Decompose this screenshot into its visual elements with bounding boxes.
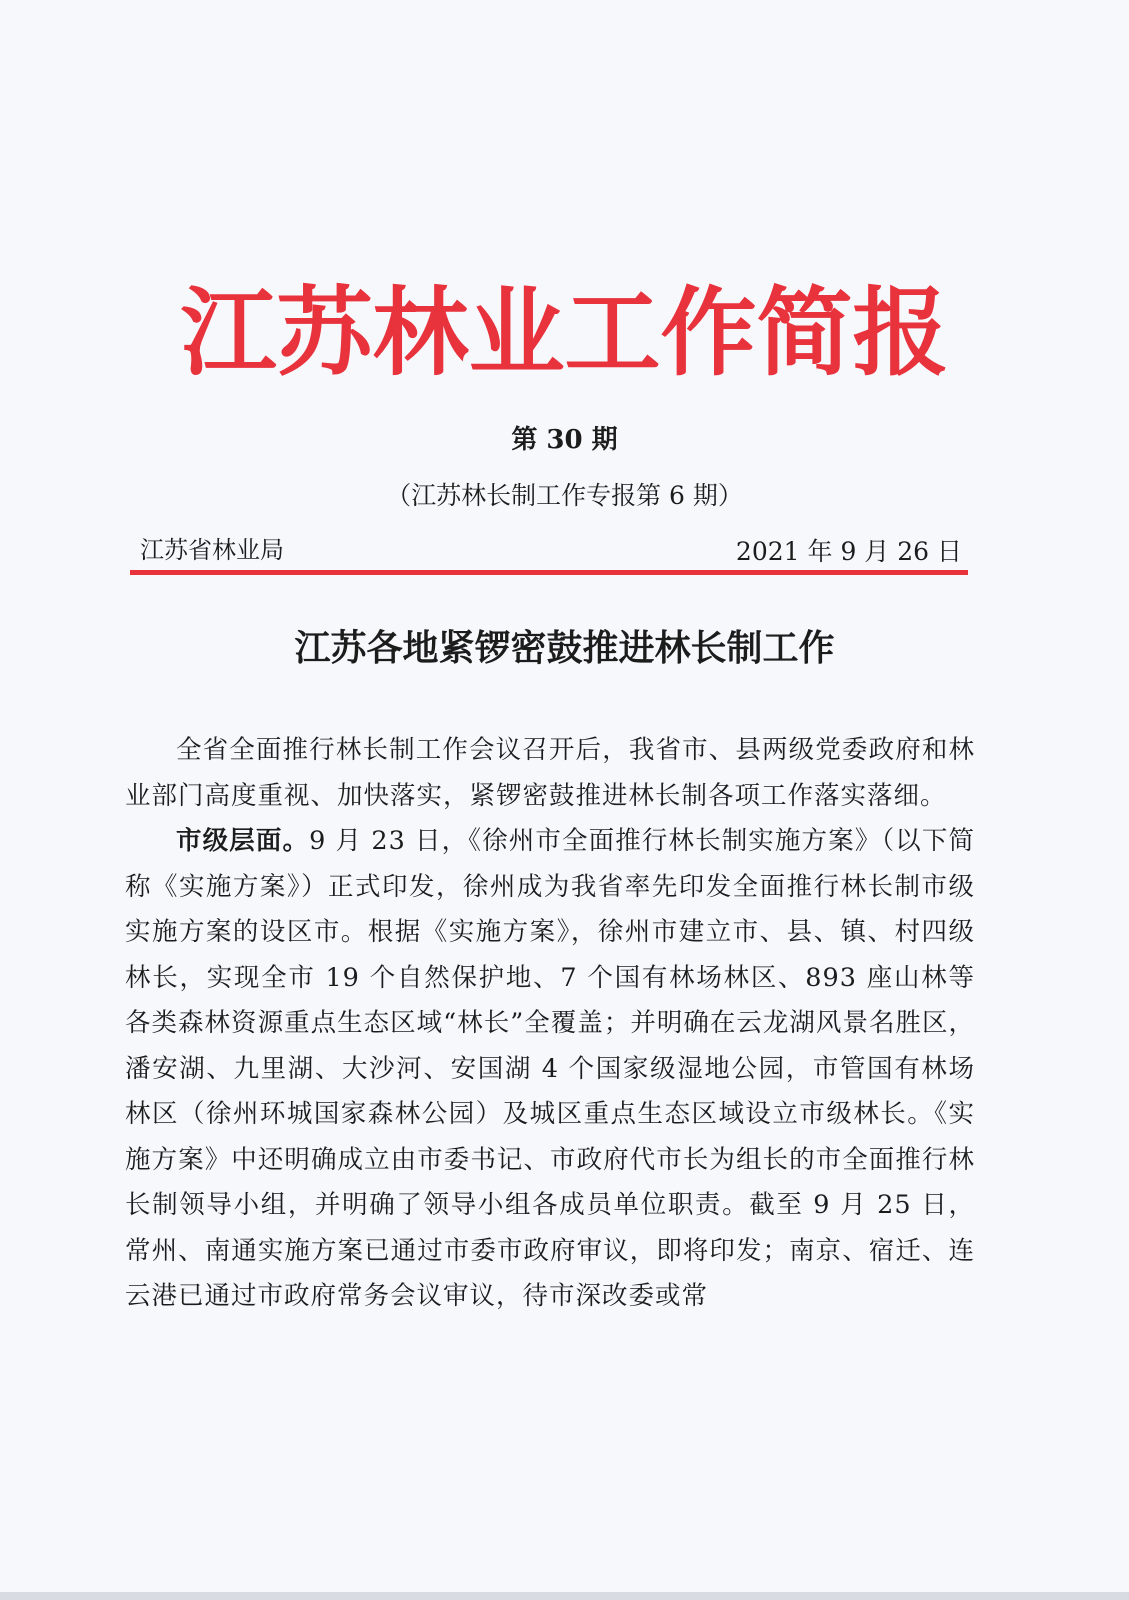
special-issue-number: （江苏林长制工作专报第 6 期） <box>386 481 743 510</box>
paragraph-text: 9 月 23 日，《徐州市全面推行林长制实施方案》（以下简称《实施方案》）正式印发，徐州成为我省率先印发全面推行林长制市级实施方案的设区市。根据《实施方案》，徐州市建立市、县、镇、村四级林长，实现全市 19 个自然保护地、7 个国有林场林区、893 座山林等各类森林资源重点生态区域“林长”全覆盖；并明确在云龙湖风景名胜区，潘安湖、九里湖、大沙河、安国湖 4 个国家级湿地公园，市管国有林场林区（徐州环城国家森林公园）及城区重点生态区域设立市级林长。《实施方案》中还明确成立由市委书记、市政府代市长为组长的市全面推行林长制领导小组，并明确了领导小组各成员单位职责。截至 9 月 25 日，常州、南通实施方案已通过市委市政府审议，即将印发；南京、宿迁、连云港已通过市政府常务会议审议，待市深改委或常 <box>125 826 975 1311</box>
masthead-title: 江苏林业工作简报 <box>180 277 949 389</box>
masthead-divider <box>130 570 968 575</box>
issue-number: 第 30 期 <box>511 425 618 455</box>
article-paragraph <box>125 728 975 819</box>
article-body <box>125 728 975 1320</box>
issuer-name: 江苏省林业局 <box>140 536 284 564</box>
page-bottom-edge <box>0 1592 1129 1600</box>
paragraph-text: 全省全面推行林长制工作会议召开后，我省市、县两级党委政府和林业部门高度重视、加快落实，紧锣密鼓推进林长制各项工作落实落细。 <box>125 735 975 811</box>
issue-date: 2021 年 9 月 26 日 <box>735 537 962 566</box>
paragraph-lead-in: 市级层面。 <box>176 826 310 856</box>
article-headline: 江苏各地紧锣密鼓推进林长制工作 <box>294 627 835 669</box>
article-paragraph <box>125 819 975 1320</box>
